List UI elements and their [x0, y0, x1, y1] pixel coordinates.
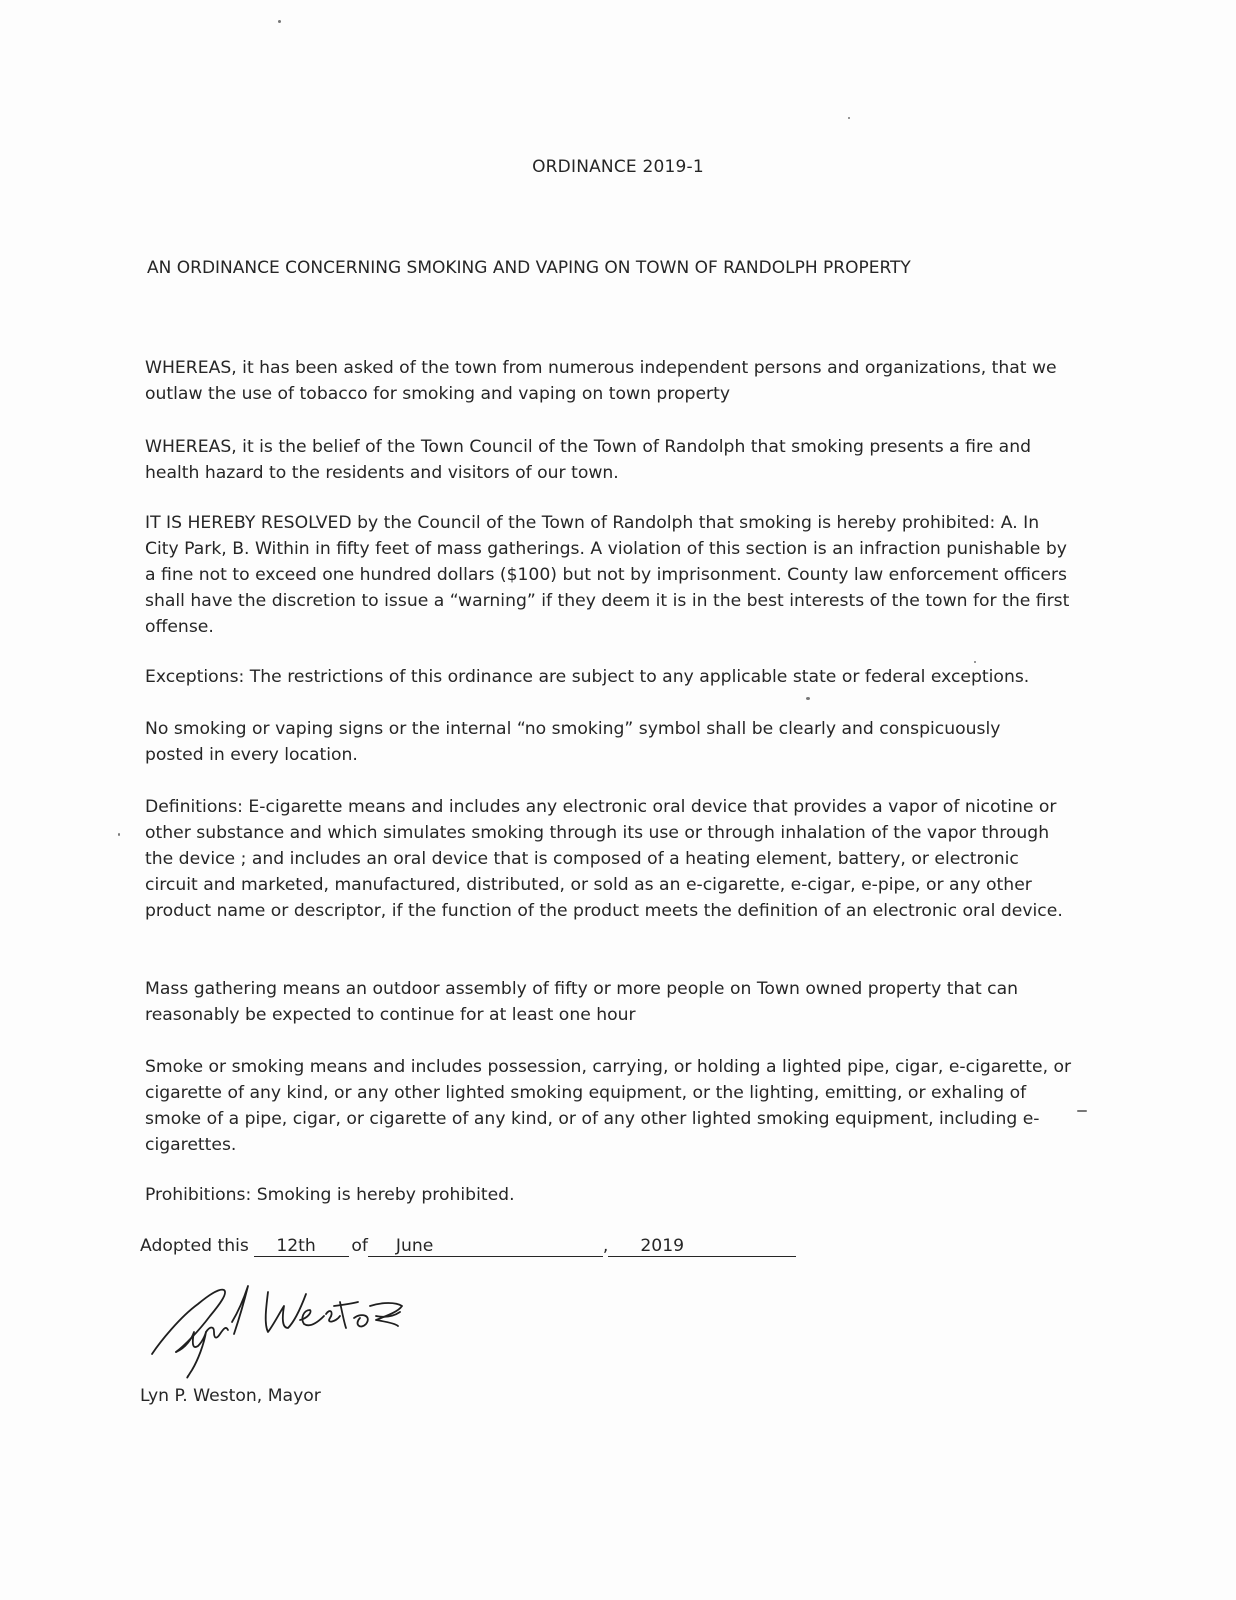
- adoption-comma: ,: [602, 1236, 609, 1256]
- resolved-paragraph: IT IS HEREBY RESOLVED by the Council of the Town of Randolph that smoking is hereby prohibited: A. In City Park, B. Within in fifty feet of mass gatherings. A violation of this section is an infraction punishable by a fine not to exceed one hundred dollars ($100) but not by imprisonment. County law enforcement officers shall have the discretion to issue a “warning” if they deem it is in the best interests of the town for the first offense.: [145, 513, 1070, 637]
- whereas-paragraph-2: WHEREAS, it is the belief of the Town Council of the Town of Randolph that smoking presents a fire and health hazard to the residents and visitors of our town.: [145, 437, 1032, 483]
- mass-gathering-paragraph: Mass gathering means an outdoor assembly of fifty or more people on Town owned property that can reasonably be expected to continue for at least one hour: [145, 979, 1019, 1025]
- prohibitions-paragraph: Prohibitions: Smoking is hereby prohibited.: [145, 1185, 515, 1205]
- mayor-signature: [140, 1272, 420, 1387]
- signage-paragraph: No smoking or vaping signs or the internal “no smoking” symbol shall be clearly and conspicuously posted in every location.: [145, 719, 1001, 765]
- adoption-line: [140, 1236, 796, 1257]
- smoking-definition-paragraph: Smoke or smoking means and includes possession, carrying, or holding a lighted pipe, cigar, e-cigarette, or cigarette of any kind, or any other lighted smoking equipment, or the lighting, emitting, or exhaling of smoke of a pipe, cigar, or cigarette of any kind, or of any other lighted smoking equipment, including e-cigarettes.: [145, 1057, 1072, 1155]
- adoption-month: June: [395, 1236, 434, 1256]
- adoption-day: 12th: [276, 1236, 316, 1256]
- signer-name: Lyn P. Weston, Mayor: [140, 1386, 321, 1406]
- ordinance-heading: AN ORDINANCE CONCERNING SMOKING AND VAPING ON TOWN OF RANDOLPH PROPERTY: [147, 258, 911, 278]
- adoption-year: 2019: [640, 1236, 685, 1256]
- ordinance-title: ORDINANCE 2019-1: [532, 157, 704, 177]
- adoption-prefix: Adopted this: [140, 1236, 249, 1256]
- scan-speck: [118, 833, 120, 836]
- exceptions-paragraph: Exceptions: The restrictions of this ordinance are subject to any applicable state or federal exceptions.: [145, 667, 1030, 687]
- scan-speck: [278, 20, 281, 23]
- whereas-paragraph-1: WHEREAS, it has been asked of the town from numerous independent persons and organizations, that we outlaw the use of tobacco for smoking and vaping on town property: [145, 358, 1057, 404]
- adoption-of: of: [351, 1236, 368, 1256]
- scan-speck: [1077, 1110, 1087, 1112]
- scan-speck: [848, 117, 850, 119]
- scan-speck: [974, 661, 976, 663]
- definitions-paragraph: Definitions: E-cigarette means and includes any electronic oral device that provides a vapor of nicotine or other substance and which simulates smoking through its use or through inhalation of the vapor through the device ; and includes an oral device that is composed of a heating element, battery, or electronic circuit and marketed, manufactured, distributed, or sold as an e-cigarette, e-cigar, e-pipe, or any other product name or descriptor, if the function of the product meets the definition of an electronic oral device.: [145, 797, 1063, 921]
- scan-speck: [806, 697, 810, 700]
